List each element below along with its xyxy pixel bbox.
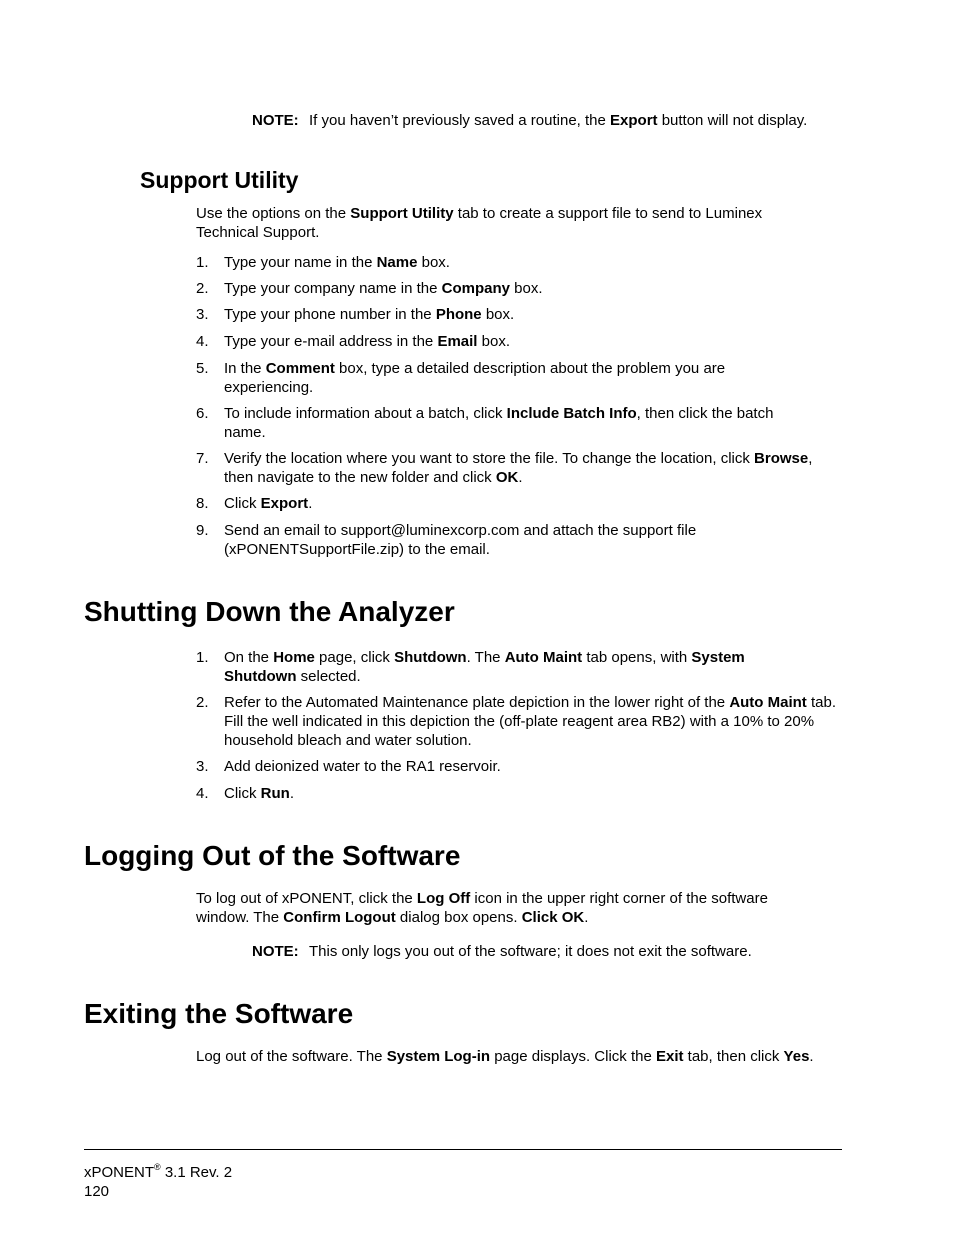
step-part: Add deionized water to the RA1 reservoir. (224, 758, 501, 775)
step-bold: OK (495, 469, 519, 486)
support-steps (196, 253, 844, 559)
step-bold: Include Batch Info (506, 405, 637, 422)
step-part: . (289, 785, 295, 802)
intro-bold: Support Utility (350, 205, 454, 222)
step-part: box. (477, 333, 510, 350)
step-part: Refer to the Automated Maintenance plate depiction in the lower right of the (224, 694, 730, 711)
step-bold: Phone (435, 306, 482, 323)
step-part: Click (224, 495, 261, 512)
step-text (224, 521, 844, 559)
step-part: tab opens, with (582, 649, 692, 666)
note-text-part: button will not display. (657, 112, 808, 129)
body-part: To log out of xPONENT, click the (196, 890, 417, 907)
step-text (224, 757, 844, 776)
step-part: Type your phone number in the (224, 306, 436, 323)
step-text (224, 784, 844, 803)
step-number: 8. (196, 495, 209, 512)
list-item (196, 279, 844, 298)
step-part: Type your name in the (224, 254, 377, 271)
note-export (252, 111, 812, 130)
step-bold: Auto Maint (504, 649, 583, 666)
step-part: page, click (314, 649, 395, 666)
list-item (196, 359, 844, 397)
step-part: , then click the batch name. (224, 405, 774, 441)
step-part: tab. Fill the well indicated in this depiction the (off-plate reagent area RB2) with a 10% to 20% household bleach and water solution. (224, 694, 836, 749)
shutdown-steps (196, 648, 844, 803)
body-part: dialog box opens. (395, 909, 522, 926)
body-bold: Log Off (416, 890, 471, 907)
step-part: . (518, 469, 523, 486)
step-number: 2. (196, 280, 209, 297)
step-number: 9. (196, 522, 209, 539)
step-text (224, 332, 844, 351)
step-bold: Comment (265, 360, 335, 377)
step-number: 4. (196, 333, 209, 350)
step-part: box. (481, 306, 515, 323)
step-part: . The (466, 649, 505, 666)
step-number: 5. (196, 360, 209, 377)
step-part: Send an email to support@luminexcorp.com and attach the support file (xPONENTSupportFile.zip) to the email. (224, 522, 697, 558)
list-item (196, 648, 844, 686)
step-text (224, 359, 844, 397)
step-number: 6. (196, 405, 209, 422)
list-item (196, 332, 844, 351)
footer-page-number: 120 (84, 1183, 110, 1200)
step-part: Type your e-mail address in the (224, 333, 438, 350)
note-logout (252, 942, 852, 961)
step-text (224, 253, 844, 272)
list-item (196, 305, 844, 324)
step-text (224, 648, 844, 686)
list-item (196, 404, 844, 442)
step-number: 3. (196, 758, 209, 775)
footer-version: 3.1 Rev. 2 (160, 1164, 233, 1181)
step-part: Click (224, 785, 261, 802)
intro-part: Use the options on the (196, 205, 351, 222)
step-bold: Run (260, 785, 290, 802)
logout-body (196, 889, 806, 927)
step-part: In the (224, 360, 266, 377)
step-part: box. (417, 254, 450, 271)
intro-part: tab to create a support file to send to Luminex Technical Support. (196, 205, 763, 241)
step-part: On the (224, 649, 274, 666)
heading-shutting-down: Shutting Down the Analyzer (84, 596, 455, 627)
step-bold: System Shutdown (224, 649, 745, 685)
body-part: . (809, 1048, 814, 1065)
step-bold: Shutdown (394, 649, 467, 666)
step-text (224, 449, 844, 487)
step-bold: Name (376, 254, 418, 271)
step-text (224, 279, 844, 298)
note-text-bold: Export (610, 112, 658, 129)
footer-product: xPONENT (84, 1164, 155, 1181)
step-number: 4. (196, 785, 209, 802)
step-part: Verify the location where you want to store the file. To change the location, click (224, 450, 755, 467)
step-bold: Home (273, 649, 315, 666)
step-text (224, 693, 844, 750)
body-bold: System Log-in (386, 1048, 491, 1065)
step-part: To include information about a batch, click (224, 405, 507, 422)
body-part: Log out of the software. The (196, 1048, 387, 1065)
list-item (196, 757, 844, 776)
exiting-body (196, 1047, 856, 1066)
note-text-part: If you haven’t previously saved a routine, the (309, 112, 611, 129)
step-part: selected. (296, 668, 361, 685)
note-label: NOTE: (252, 112, 299, 129)
list-item (196, 253, 844, 272)
step-number: 1. (196, 254, 209, 271)
body-part: page displays. Click the (490, 1048, 656, 1065)
step-bold: Browse (754, 450, 809, 467)
step-number: 7. (196, 450, 209, 467)
body-part: icon in the upper right corner of the software window. The (196, 890, 768, 926)
step-number: 1. (196, 649, 209, 666)
step-part: Type your company name in the (224, 280, 442, 297)
list-item (196, 494, 844, 513)
support-intro (196, 204, 796, 242)
heading-logging-out: Logging Out of the Software (84, 840, 461, 871)
body-bold: Exit (655, 1048, 684, 1065)
body-bold: Click OK (521, 909, 585, 926)
step-bold: Company (441, 280, 510, 297)
list-item (196, 784, 844, 803)
footer-product-line (84, 1163, 232, 1182)
step-bold: Email (437, 333, 478, 350)
step-part: box. (509, 280, 543, 297)
note-text: This only logs you out of the software; it does not exit the software. (309, 943, 752, 960)
step-part: . (308, 495, 313, 512)
registered-mark: ® (154, 1162, 161, 1172)
body-part: tab, then click (683, 1048, 784, 1065)
note-label: NOTE: (252, 943, 299, 960)
step-bold: Export (260, 495, 309, 512)
step-number: 2. (196, 694, 209, 711)
heading-exiting: Exiting the Software (84, 998, 354, 1029)
heading-support-utility: Support Utility (140, 167, 299, 193)
footer-rule (84, 1149, 842, 1150)
body-bold: Confirm Logout (283, 909, 396, 926)
step-number: 3. (196, 306, 209, 323)
note-text (309, 111, 807, 130)
list-item (196, 449, 844, 487)
list-item (196, 521, 844, 559)
step-part: , then navigate to the new folder and click (224, 450, 813, 486)
list-item (196, 693, 844, 750)
step-text (224, 494, 844, 513)
step-text (224, 404, 844, 442)
step-part: box, type a detailed description about the problem you are experiencing. (224, 360, 726, 396)
body-bold: Yes (783, 1048, 810, 1065)
body-part: . (584, 909, 589, 926)
step-bold: Auto Maint (729, 694, 807, 711)
step-text (224, 305, 844, 324)
